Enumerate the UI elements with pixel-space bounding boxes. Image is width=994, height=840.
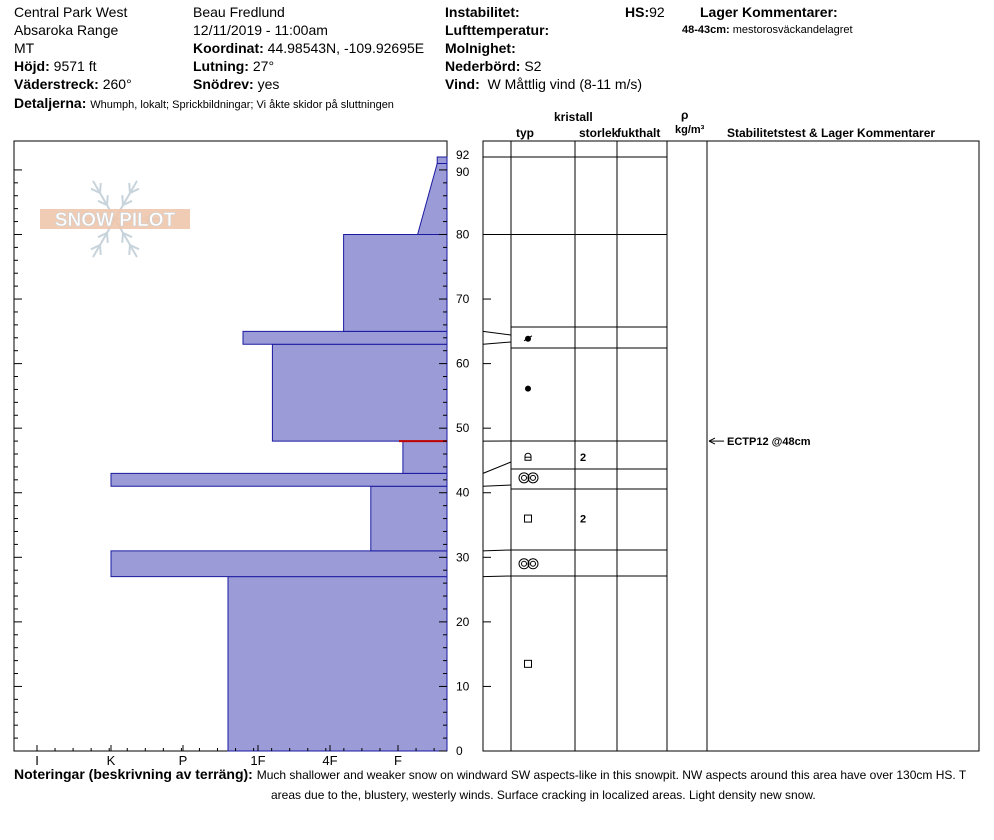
chart-frame bbox=[14, 141, 979, 751]
precipitation-row bbox=[445, 58, 541, 74]
wind-label: Vind: bbox=[445, 76, 480, 92]
logo-text: SNOW PILOT bbox=[54, 210, 176, 231]
mountain-range: Absaroka Range bbox=[14, 22, 119, 38]
notes-label: Noteringar (beskrivning av terräng): bbox=[14, 766, 253, 782]
hardness-layer-bar bbox=[111, 551, 447, 577]
x-tick-label: I bbox=[35, 753, 39, 768]
moisture-header: fukthalt bbox=[617, 126, 661, 140]
cloud-cover-label: Molnighet: bbox=[445, 40, 516, 56]
snowflake-icon bbox=[129, 183, 130, 193]
snowflake-icon bbox=[100, 245, 101, 255]
snow-height-label: HS: bbox=[625, 4, 650, 20]
snowflake-icon bbox=[122, 195, 123, 205]
hardness-layer-bar bbox=[243, 331, 447, 344]
slope-value: 27° bbox=[252, 58, 275, 74]
details-row bbox=[14, 95, 394, 112]
snowflake-icon bbox=[122, 233, 123, 243]
y-tick-label: 0 bbox=[456, 744, 463, 758]
grain-facet-symbol bbox=[525, 660, 532, 667]
y-tick-label: 10 bbox=[456, 679, 470, 694]
terrain-notes bbox=[14, 766, 994, 806]
x-tick-label: F bbox=[394, 753, 402, 768]
elevation-label: Höjd: bbox=[14, 58, 50, 74]
x-tick-label: K bbox=[106, 753, 116, 768]
precipitation-value: S2 bbox=[524, 58, 542, 74]
details-label: Detaljerna: bbox=[14, 95, 87, 111]
notes-line-1 bbox=[14, 766, 966, 783]
slope-label: Lutning: bbox=[193, 58, 249, 74]
snowflake-icon bbox=[107, 233, 108, 243]
notes-text-1: Much shallower and weaker snow on windward SW aspects-like in this snowpit. NW aspects around this area have over 130cm HS. T bbox=[256, 768, 967, 782]
y-tick-label: 40 bbox=[456, 485, 470, 500]
wind-value: W Måttlig vind (8-11 m/s) bbox=[487, 76, 643, 92]
table-row-connector bbox=[483, 576, 511, 577]
y-tick-label: 80 bbox=[456, 227, 470, 242]
observer-name: Beau Fredlund bbox=[193, 4, 285, 20]
size-header: storlek bbox=[579, 126, 619, 140]
elevation-row bbox=[14, 58, 96, 74]
layer-comment bbox=[682, 24, 853, 37]
state: MT bbox=[14, 40, 35, 56]
hardness-layer-bar bbox=[437, 157, 447, 163]
precipitation-label: Nederbörd: bbox=[445, 58, 521, 74]
blowing-snow-label: Snödrev: bbox=[193, 76, 254, 92]
x-tick-label: P bbox=[178, 753, 188, 768]
elevation-value: 9571 ft bbox=[53, 58, 97, 74]
hardness-layer-bar bbox=[272, 344, 447, 441]
grain-facet-symbol bbox=[525, 515, 532, 522]
coordinate-row bbox=[193, 40, 424, 56]
rho-header: ρ bbox=[681, 108, 689, 122]
snow-height-row bbox=[625, 4, 665, 20]
layer-comment-text: mestorosväckandelagret bbox=[732, 24, 853, 36]
snowflake-icon bbox=[100, 183, 101, 193]
type-header: typ bbox=[516, 126, 534, 140]
snow-height-value: 92 bbox=[649, 4, 665, 20]
y-tick-label: 50 bbox=[456, 421, 470, 436]
snowflake-icon bbox=[129, 245, 130, 255]
grain-size-label: 2 bbox=[580, 452, 587, 465]
hardness-layer-bar bbox=[228, 577, 447, 751]
y-tick-label: 92 bbox=[456, 148, 470, 162]
crystal-header: kristall bbox=[554, 110, 593, 124]
x-tick-label: 1F bbox=[250, 753, 266, 768]
aspect-label: Väderstreck: bbox=[14, 76, 99, 92]
notes-text-2: areas due to the, blustery, westerly winds. Surface cracking in localized areas. Light density new snow. bbox=[271, 788, 816, 802]
coordinate-value: 44.98543N, -109.92695E bbox=[267, 40, 425, 56]
observation-datetime: 12/11/2019 - 11:00am bbox=[193, 22, 328, 38]
grain-round-symbol bbox=[525, 386, 531, 392]
slope-row bbox=[193, 58, 274, 74]
grain-size-label: 2 bbox=[580, 513, 587, 526]
location-name: Central Park West bbox=[14, 4, 128, 20]
y-tick-label: 20 bbox=[456, 614, 470, 629]
y-tick-label: 60 bbox=[456, 356, 470, 371]
hardness-layer-bar bbox=[403, 441, 447, 473]
hardness-layer-bar bbox=[344, 234, 447, 331]
air-temperature-label: Lufttemperatur: bbox=[445, 22, 550, 38]
details-value: Whumph, lokalt; Sprickbildningar; Vi åkte skidor på sluttningen bbox=[90, 99, 394, 111]
stability-test-label: ECTP12 @48cm bbox=[727, 436, 811, 449]
aspect-value: 260° bbox=[102, 76, 132, 92]
hardness-layer-bar bbox=[111, 473, 447, 486]
y-tick-label: 30 bbox=[456, 550, 470, 565]
coordinate-label: Koordinat: bbox=[193, 40, 264, 56]
blowing-snow-value: yes bbox=[257, 76, 280, 92]
hardness-layer-bar bbox=[371, 486, 447, 551]
snowflake-icon bbox=[107, 195, 108, 205]
layer-comments-label: Lager Kommentarer: bbox=[700, 4, 838, 20]
layer-comment-range: 48-43cm: bbox=[682, 24, 730, 36]
y-tick-label: 90 bbox=[456, 164, 470, 179]
wind-row bbox=[445, 76, 642, 92]
x-tick-label: 4F bbox=[322, 753, 338, 768]
instability-label: Instabilitet: bbox=[445, 4, 520, 20]
stability-header: Stabilitetstest & Lager Kommentarer bbox=[727, 126, 936, 140]
blowing-snow-row bbox=[193, 76, 279, 92]
aspect-row bbox=[14, 76, 132, 92]
y-tick-label: 70 bbox=[456, 292, 470, 307]
density-header: kg/m³ bbox=[675, 124, 705, 136]
